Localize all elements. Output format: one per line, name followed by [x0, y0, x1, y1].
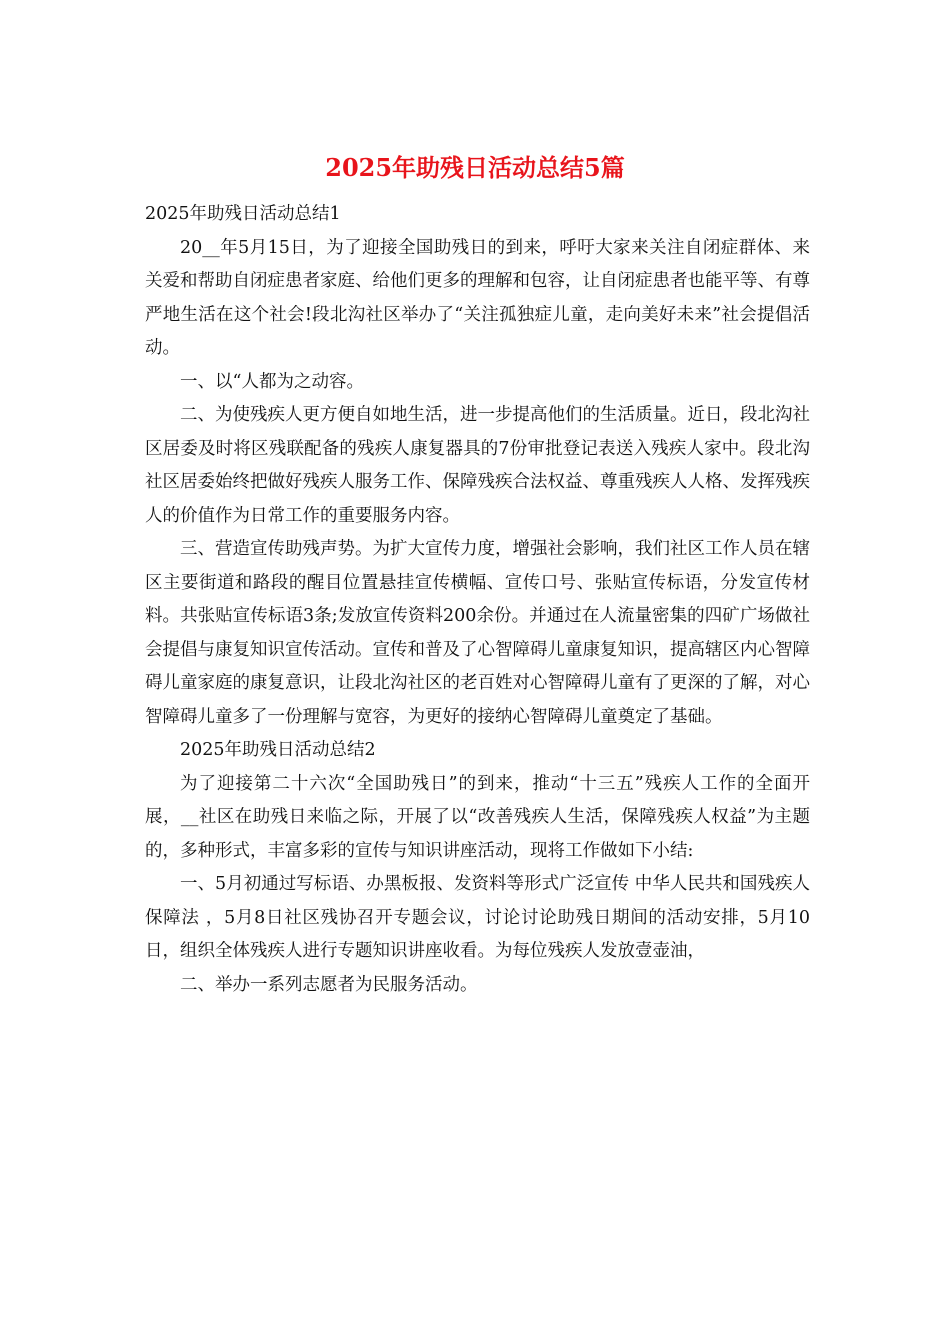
section-2-paragraph-1: 为了迎接第二十六次“全国助残日”的到来，推动“十三五”残疾人工作的全面开展，__社区在助残日来临之际，开展了以“改善残疾人生活，保障残疾人权益”为主题的，多种形式，丰富多彩的宣传与知识讲座活动，现将工作做如下小结: [145, 773, 810, 861]
section-1-paragraph-2: 一、以“人都为之动容。 [180, 371, 364, 392]
section-1-paragraph-4: 三、营造宣传助残声势。为扩大宣传力度，增强社会影响，我们社区工作人员在辖区主要街道和路段的醒目位置悬挂宣传横幅、宣传口号、张贴宣传标语，分发宣传材料。共张贴宣传标语3条;发放宣传资料200余份。并通过在人流量密集的四矿广场做社会提倡与康复知识宣传活动。宣传和普及了心智障碍儿童康复知识，提高辖区内心智障碍儿童家庭的康复意识，让段北沟社区的老百姓对心智障碍儿童有了更深的了解，对心智障碍儿童多了一份理解与宽容，为更好的接纳心智障碍儿童奠定了基础。 [145, 539, 810, 727]
section-2-paragraph-2: 一、5月初通过写标语、办黑板报、发资料等形式广泛宣传 中华人民共和国残疾人保障法 ，5月8日社区残协召开专题会议，讨论讨论助残日期间的活动安排，5月10日，组织全体残疾人进行专题知识讲座收看。为每位残疾人发放壹壶油， [145, 874, 810, 961]
document-title: 2025年助残日活动总结5篇 [325, 153, 625, 182]
document-body [145, 198, 810, 1002]
section-1-heading: 2025年助残日活动总结1 [145, 204, 341, 224]
section-1-paragraph-3: 二、为使残疾人更方便自如地生活，进一步提高他们的生活质量。近日，段北沟社区居委及时将区残联配备的残疾人康复器具的7份审批登记表送入残疾人家中。段北沟社区居委始终把做好残疾人服务工作、保障残疾合法权益、尊重残疾人人格、发挥残疾人的价值作为日常工作的重要服务内容。 [145, 405, 810, 526]
section-1-paragraph-1: 20__年5月15日，为了迎接全国助残日的到来，呼吁大家来关注自闭症群体、来关爱和帮助自闭症患者家庭、给他们更多的理解和包容，让自闭症患者也能平等、有尊严地生活在这个社会!段北沟社区举办了“关注孤独症儿童，走向美好未来”社会提倡活动。 [145, 237, 810, 358]
section-2-paragraph-3: 二、举办一系列志愿者为民服务活动。 [180, 974, 478, 995]
section-2-heading: 2025年助残日活动总结2 [180, 740, 376, 760]
